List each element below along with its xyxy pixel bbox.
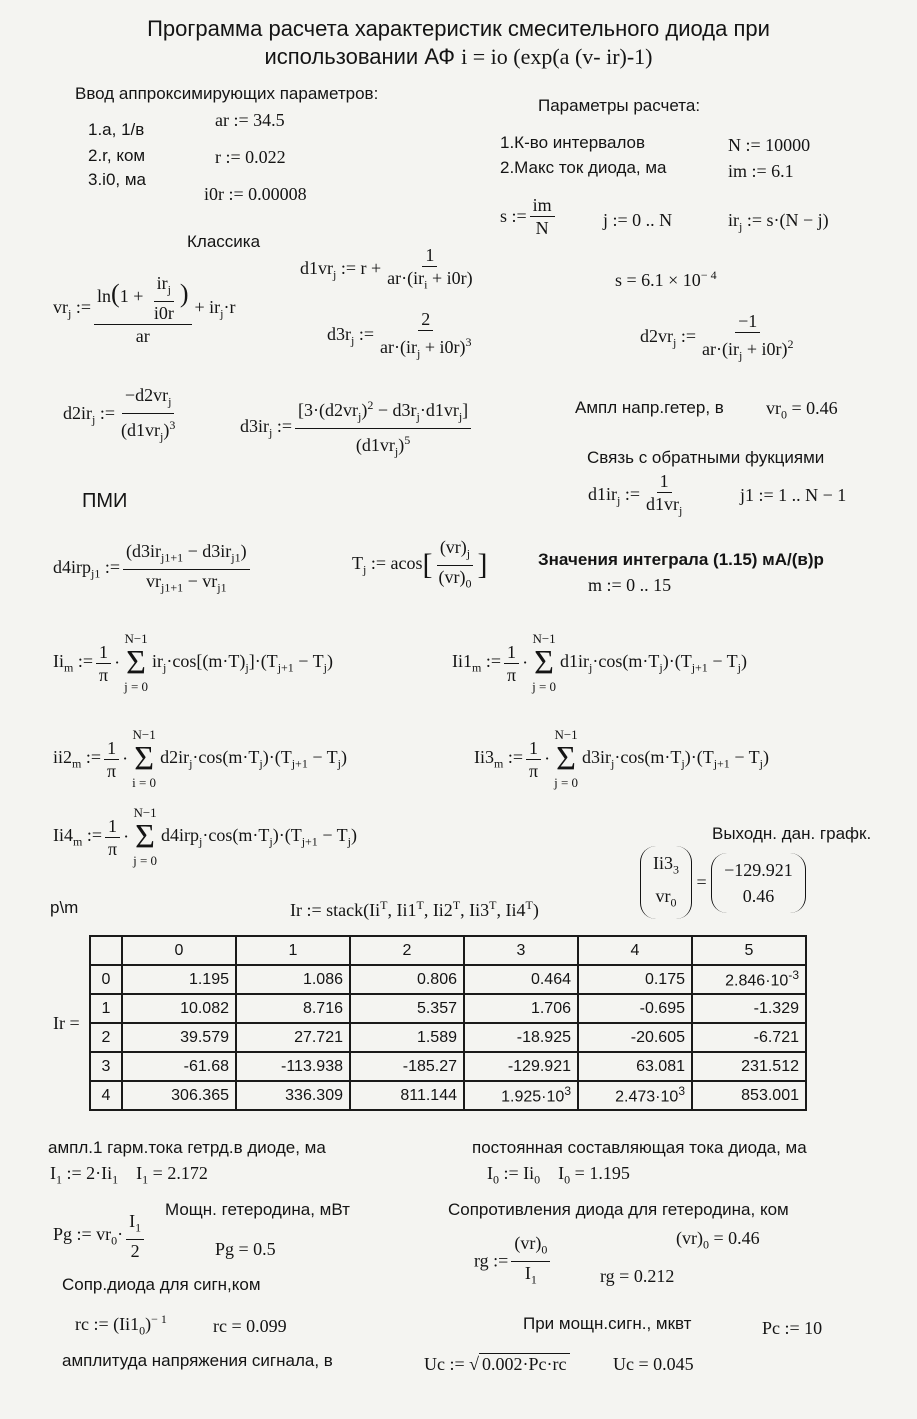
input-heading: Ввод аппроксимирующих параметров:	[75, 84, 379, 103]
table-cell: 27.721	[236, 1023, 350, 1052]
column-header: 0	[122, 936, 236, 965]
column-header: 2	[350, 936, 464, 965]
rg-value: rg = 0.212	[600, 1266, 675, 1286]
ii3-sum-formula: $Ii3_m$ := $\frac{1}{\pi}$ · N−1 Σ j = 0 $d3ir_j\cdot\cos(m\cdot T_j)\cdot(T_{j+1} - T_j)$	[474, 727, 769, 790]
d3vr-formula: $d3r_j$ := $\frac{2}{ar\cdot(ir_j + i0r)^3}$	[327, 309, 472, 361]
i1-formula: $I_1$ := $2\cdot Ii_1$ $I_1 = 2.172$	[50, 1163, 208, 1187]
ir-label: Ir =	[53, 1013, 80, 1033]
pc-label: При мощн.сигн., мквт	[523, 1314, 692, 1333]
ii-sum-formula: $Ii_m$ := $\frac{1}{\pi}$ · N−1 Σ j = 0 $ir_j\cdot\cos[(m\cdot T)_j]\cdot(T_{j+1} - T_j)$	[53, 631, 333, 694]
pg-formula: Pg := $vr_0\cdot$ $\frac{I_1}{2}$	[53, 1210, 147, 1262]
table-cell: 853.001	[692, 1081, 806, 1110]
calc-params-heading: Параметры расчета:	[538, 96, 701, 115]
output-vector: $Ii3_3$ $vr_0$ = −129.921 0.46	[640, 846, 806, 919]
cell-mantissa: 2.473·10	[615, 1088, 679, 1106]
table-cell: -61.68	[122, 1052, 236, 1081]
s-den: N	[535, 218, 549, 238]
table-cell: 39.579	[122, 1023, 236, 1052]
row-header: 0	[90, 965, 122, 994]
j1-range: j1 := 1 .. N − 1	[740, 485, 847, 505]
i1-value: 2.172	[167, 1163, 208, 1183]
i0-formula: $I_0$ := $Ii_0$ $I_0 = 1.195$	[487, 1163, 630, 1187]
row-header: 4	[90, 1081, 122, 1110]
table-cell: 0.806	[350, 965, 464, 994]
table-cell: 10.082	[122, 994, 236, 1023]
table-cell: 1.086	[236, 965, 350, 994]
j-range: j := 0 .. N	[603, 210, 673, 230]
row-header: 3	[90, 1052, 122, 1081]
ar-def: ar := 34.5	[215, 110, 285, 130]
pmi-label: ПМИ	[82, 490, 128, 512]
cell-mantissa: 1.925·10	[501, 1088, 565, 1106]
rg-vr0: $(vr)_0 = 0.46$	[676, 1228, 760, 1252]
row-header: 1	[90, 994, 122, 1023]
s-lhs: s :=	[500, 206, 527, 226]
table-cell: 0.175	[578, 965, 692, 994]
rc-label: Сопр.диода для сигн,ком	[62, 1275, 261, 1294]
ii4-sum-formula: $Ii4_m$ := $\frac{1}{\pi}$ · N−1 Σ j = 0 $d4irp_j\cdot\cos(m\cdot T_j)\cdot(T_{j+1} - T_j)$	[53, 805, 357, 868]
table-cell	[464, 1081, 578, 1110]
s-result-mantissa: s = 6.1 × 10	[615, 270, 701, 290]
rg-vr0-value: = 0.46	[713, 1228, 760, 1248]
s-result-exp: − 4	[700, 268, 717, 282]
ir-definition: $ir_j$ := s·(N − j)	[728, 210, 829, 234]
table-cell: -185.27	[350, 1052, 464, 1081]
im-def: im := 6.1	[728, 161, 794, 181]
s-num: im	[530, 194, 555, 217]
rc-formula: rc := $(Ii1_0)^{- 1}$	[75, 1312, 167, 1338]
table-cell: 1.589	[350, 1023, 464, 1052]
output-heading: Выходн. дан. графк.	[712, 824, 872, 843]
ir-stack-lhs: Ir := stack	[290, 900, 364, 920]
pc-value: Pc := 10	[762, 1318, 823, 1338]
ampl-value-rhs: = 0.46	[791, 398, 838, 418]
ir-stack-formula: Ir := $stack(Ii^T$, $Ii1^T$, $Ii2^T$, $Ii3^T$, $Ii4^T$)	[290, 898, 539, 920]
rg-label: Сопротивления диода для гетеродина, ком	[448, 1200, 789, 1219]
table-row	[90, 965, 806, 994]
calc-label-im: 2.Макс ток диода, ма	[500, 158, 667, 177]
table-cell: 0.464	[464, 965, 578, 994]
table-cell: 306.365	[122, 1081, 236, 1110]
table-cell: -1.329	[692, 994, 806, 1023]
rg-formula: rg := $\frac{(vr)_0}{I_1}$	[474, 1232, 553, 1290]
d1vr-formula: $d1vr_j$ := r + $\frac{1}{ar\cdot(ir_i + i0r)}$	[300, 245, 473, 292]
table-cell: 231.512	[692, 1052, 806, 1081]
d2ir-formula: $d2ir_j$ := $\frac{-d2vr_j}{(d1vr_j)^3}$	[63, 385, 176, 444]
table-row	[90, 1023, 806, 1052]
pg-label: Мощн. гетеродина, мВт	[165, 1200, 350, 1219]
t-formula: $T_j$ := acos[ $\frac{(vr)_j}{(vr)_0}$ ]	[352, 537, 488, 591]
input-label-i0: 3.i0, ма	[88, 170, 146, 189]
ampl-label: Ампл напр.гетер, в	[575, 398, 724, 417]
table-header-row	[90, 936, 806, 965]
input-label-a: 1.a, 1/в	[88, 120, 145, 139]
dc-label: постоянная составляющая тока диода, ма	[472, 1138, 807, 1157]
table-cell: -18.925	[464, 1023, 578, 1052]
table-cell: 1.706	[464, 994, 578, 1023]
cell-exp: 3	[678, 1084, 685, 1099]
table-cell: -129.921	[464, 1052, 578, 1081]
pg-value: Pg = 0.5	[215, 1239, 276, 1259]
column-header: 5	[692, 936, 806, 965]
table-cell: -20.605	[578, 1023, 692, 1052]
s-definition	[500, 194, 558, 239]
table-cell: 1.195	[122, 965, 236, 994]
calc-label-n: 1.К-во интервалов	[500, 133, 646, 152]
vr-formula: $vr_j$ := ln(1 + $\frac{ir_j}{i0r}$ ) ar + $ir_j\cdot r$	[53, 273, 236, 346]
uc-label: амплитуда напряжения сигнала, в	[62, 1351, 333, 1370]
ampl-value-sub: 0	[781, 407, 787, 422]
table-cell: -0.695	[578, 994, 692, 1023]
pm-label: p\m	[50, 898, 79, 917]
title-line-1: Программа расчета характеристик смесительного диода при	[147, 16, 770, 41]
table-cell: 5.357	[350, 994, 464, 1023]
input-label-r: 2.r, ком	[88, 146, 146, 165]
table-cell: -113.938	[236, 1052, 350, 1081]
results-table	[89, 935, 807, 1111]
table-row	[90, 994, 806, 1023]
column-header: 1	[236, 936, 350, 965]
s-result	[615, 268, 717, 291]
row-header: 2	[90, 1023, 122, 1052]
table-row	[90, 1081, 806, 1110]
output-value-ii3: −129.921	[724, 859, 793, 880]
inverse-heading: Связь с обратными фукциями	[587, 448, 825, 467]
cell-exp: 3	[564, 1084, 571, 1099]
d3ir-formula: $d3ir_j$ := $\frac{[3\cdot(d2vr_j)^2 - d3r_j\cdot d1vr_j]}{(d1vr_j)^5}$	[240, 394, 474, 462]
uc-value: Uc = 0.045	[613, 1354, 694, 1374]
table-cell: 63.081	[578, 1052, 692, 1081]
table-cell: -6.721	[692, 1023, 806, 1052]
output-value-vr0: 0.46	[742, 885, 775, 906]
i0-value: 1.195	[589, 1163, 630, 1183]
r-def: r := 0.022	[215, 147, 286, 167]
ampl-value-name: vr	[766, 398, 781, 418]
ii2-sum-formula: $ii2_m$ := $\frac{1}{\pi}$ · N−1 Σ i = 0 $d2ir_j\cdot\cos(m\cdot T_j)\cdot(T_{j+1} - T_j)$	[53, 727, 347, 790]
title-line-2-text: использовании АФ	[264, 44, 455, 69]
i0r-def: i0r := 0.00008	[204, 184, 307, 204]
cell-mantissa: 2.846·10	[725, 972, 789, 990]
rc-value: rc = 0.099	[213, 1316, 287, 1336]
d1ir-formula: $d1ir_j$ := $\frac{1}{d1vr_j}$	[588, 471, 683, 518]
m-range: m := 0 .. 15	[588, 575, 672, 595]
table-cell	[692, 965, 806, 994]
ii1-sum-formula: $Ii1_m$ := $\frac{1}{\pi}$ · N−1 Σ j = 0 $d1ir_j\cdot\cos(m\cdot T_j)\cdot(T_{j+1} - T_j)$	[452, 631, 747, 694]
harm-label: ампл.1 гарм.тока гетрд.в диоде, ма	[48, 1138, 326, 1157]
d2vr-formula: $d2vr_j$ := $\frac{-1}{ar\cdot(ir_j + i0r)^2}$	[640, 311, 794, 363]
title-line-2	[0, 44, 917, 70]
column-header: 4	[578, 936, 692, 965]
classic-heading: Классика	[187, 232, 261, 251]
table-corner	[90, 936, 122, 965]
d4irp-formula: d4irp$_{j1}$ := $\frac{(d3ir_{j1+1} - d3ir_{j1})}{vr_{j1+1} - vr_{j1}}$	[53, 540, 253, 598]
table-cell: 811.144	[350, 1081, 464, 1110]
column-header: 3	[464, 936, 578, 965]
cell-exp: -3	[788, 968, 799, 983]
ampl-value	[766, 398, 838, 423]
table-cell: 8.716	[236, 994, 350, 1023]
title-formula: i = io (exp(a (v- ir)-1)	[461, 44, 653, 69]
integral-heading: Значения интеграла (1.15) мА/(в)р	[538, 550, 824, 569]
uc-formula: Uc := √ 0.002·Pc·rc	[424, 1354, 570, 1375]
n-def: N := 10000	[728, 135, 811, 155]
table-cell: 336.309	[236, 1081, 350, 1110]
table-row	[90, 1052, 806, 1081]
table-cell	[578, 1081, 692, 1110]
